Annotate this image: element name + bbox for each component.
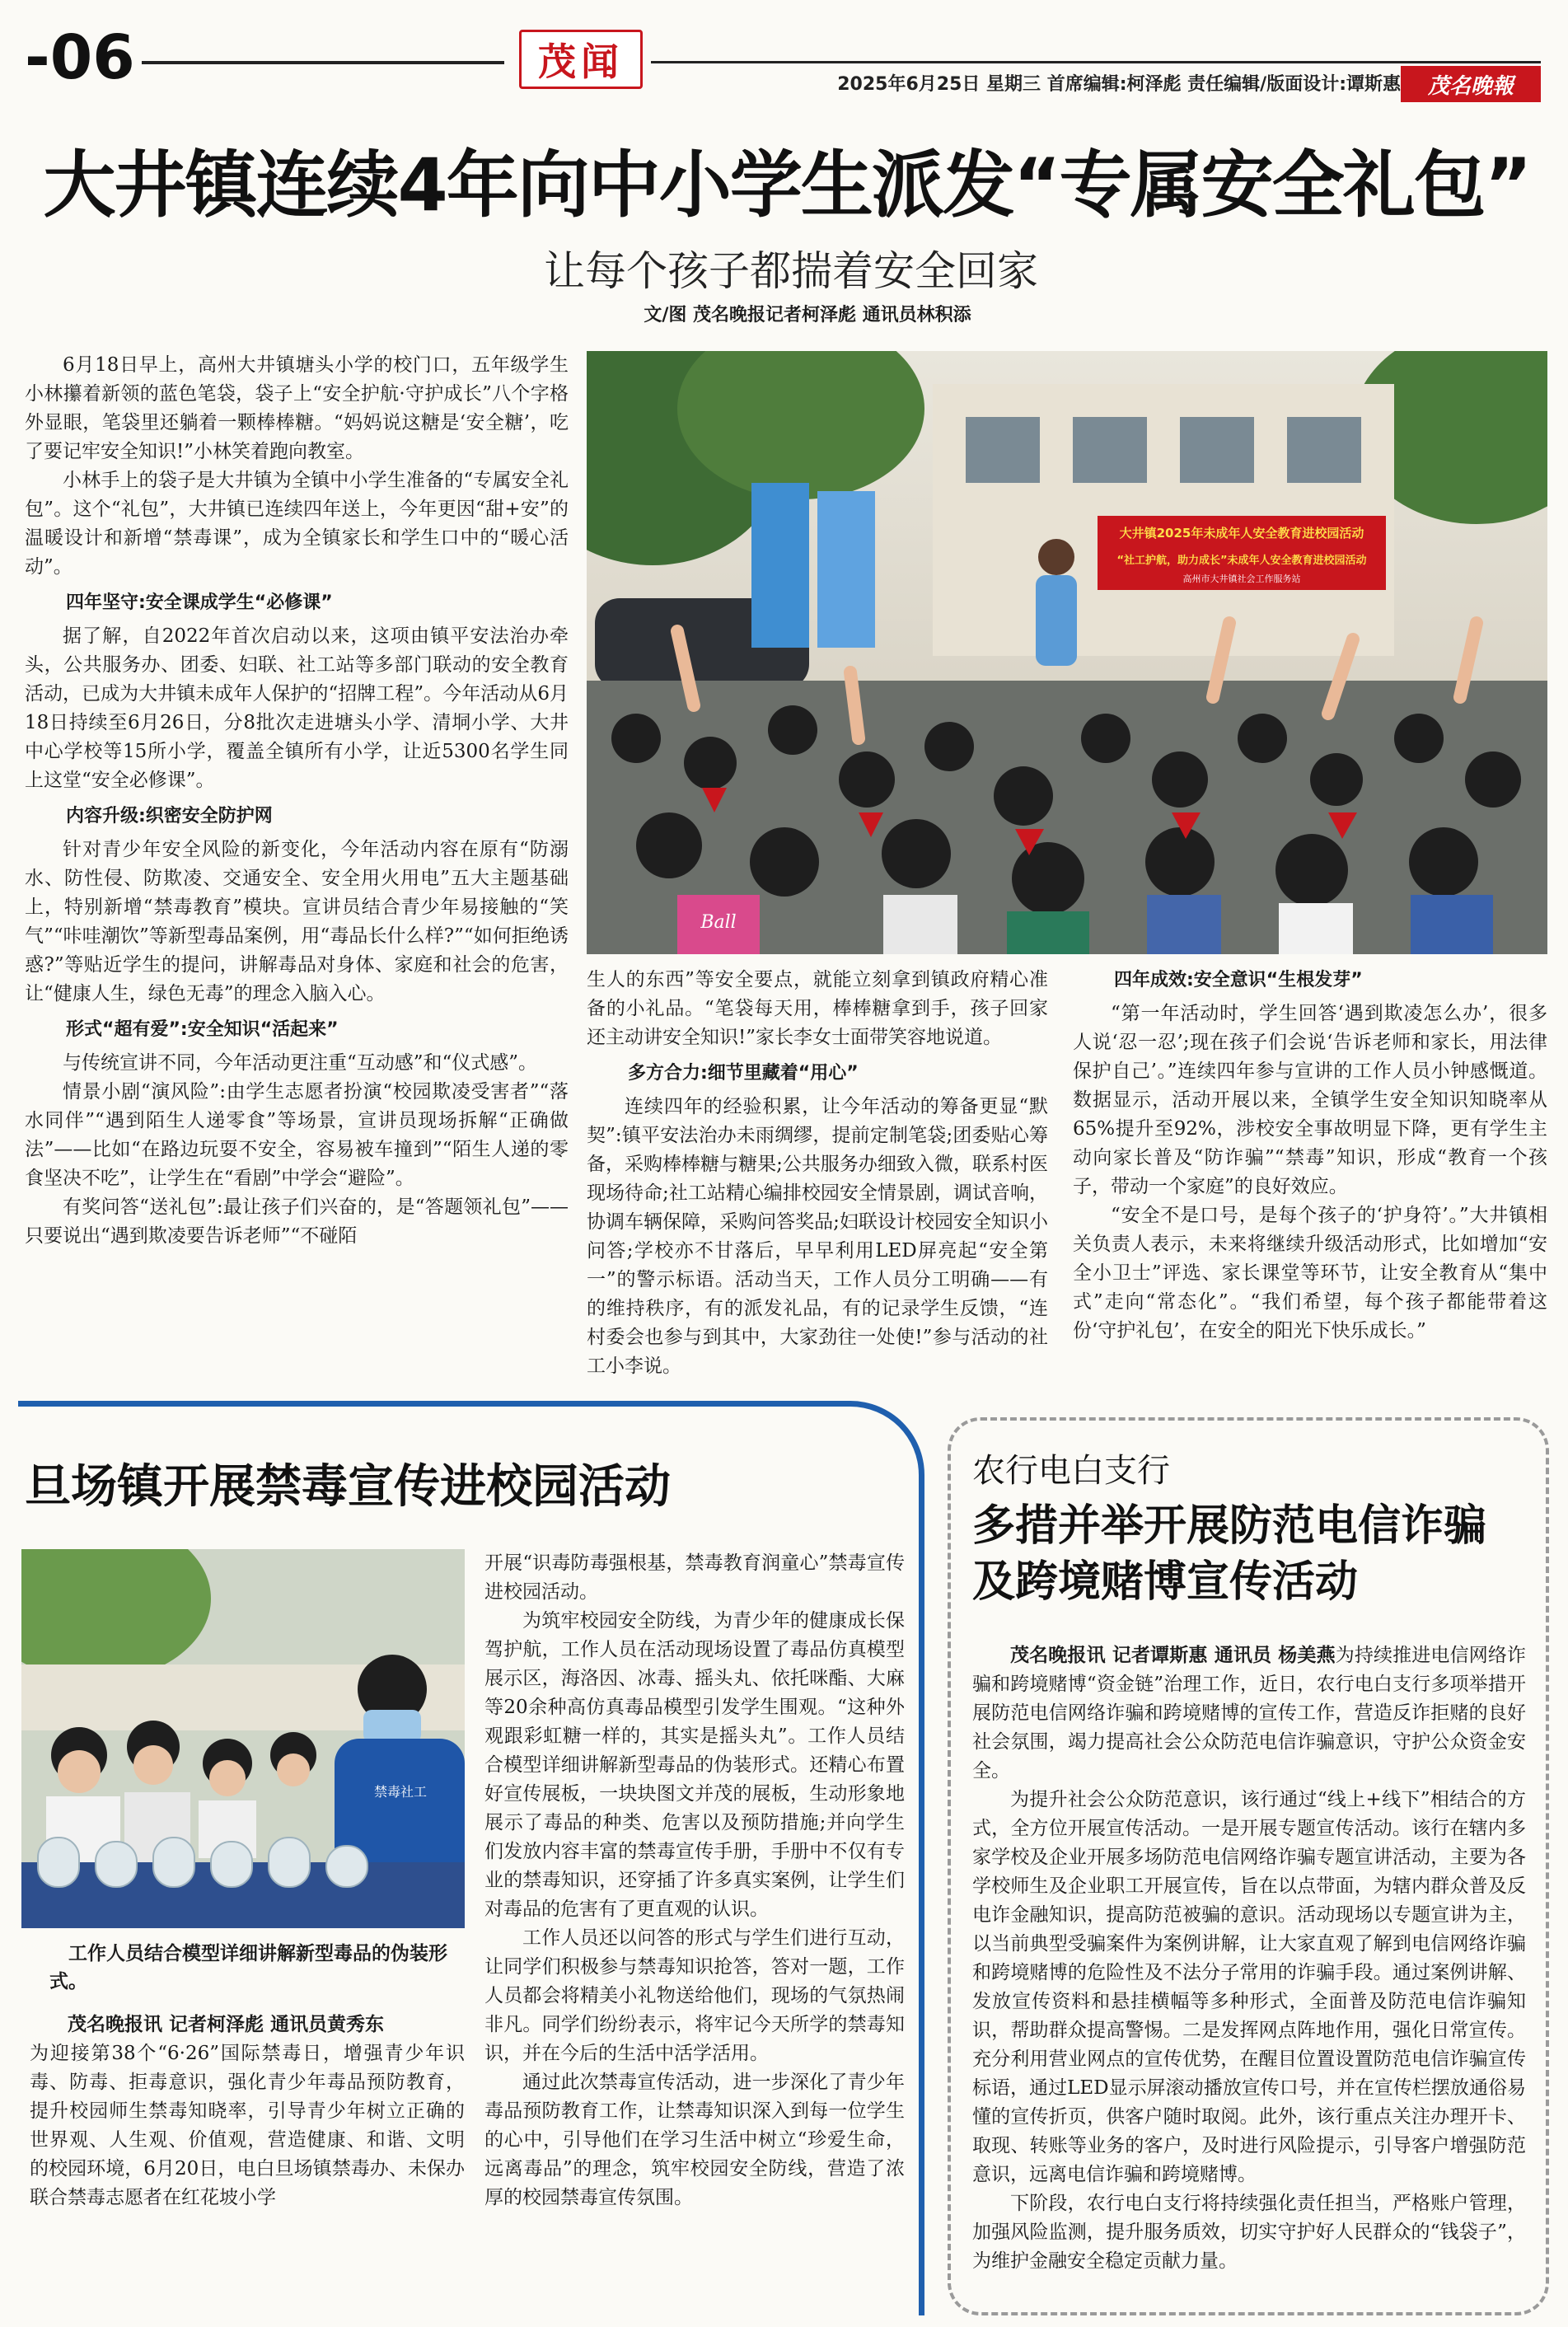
article3-title-line2: 及跨境赌博宣传活动 bbox=[972, 1557, 1359, 1607]
a1-c1-subhead2: 内容升级:织密安全防护网 bbox=[66, 806, 273, 826]
article1-column1 bbox=[25, 351, 569, 1251]
article1-byline: 文/图 茂名晚报记者柯泽彪 通讯员林积添 bbox=[644, 305, 971, 325]
article1-title: 大井镇连续4年向中小学生派发“专属安全礼包” bbox=[43, 143, 1531, 227]
a1-c1-p7: 有奖问答“送礼包”:最让孩子们兴奋的，是“答题领礼包”——只要说出“遇到欺凌要告诉老师”“不碰陌 bbox=[25, 1196, 569, 1247]
article3-body bbox=[972, 1641, 1526, 2276]
header-rule bbox=[142, 61, 504, 64]
article2-title: 旦场镇开展禁毒宣传进校园活动 bbox=[25, 1460, 671, 1514]
article2-byline: 茂名晚报讯 记者柯泽彪 通讯员黄秀东 bbox=[68, 2014, 385, 2035]
a2-p5: 通过此次禁毒宣传活动，进一步深化了青少年毒品预防教育工作，让禁毒知识深入到每一位学生的心中，引导他们在学习生活中树立“珍爱生命，远离毒品”的理念，筑牢校园安全防线，营造了浓厚的校园禁毒宣传氛围。 bbox=[484, 2072, 905, 2208]
a3-p3: 下阶段，农行电白支行将持续强化责任担当，严格账户管理，加强风险监测，提升服务质效，切实守护好人民群众的“钱袋子”，为维护金融安全稳定贡献力量。 bbox=[972, 2193, 1526, 2272]
article1-photo bbox=[587, 351, 1547, 954]
section-title: 茂闻 bbox=[538, 40, 624, 84]
a2-p2: 开展“识毒防毒强根基，禁毒教育润童心”禁毒宣传进校园活动。 bbox=[484, 1552, 905, 1603]
a1-c3-subhead1: 四年成效:安全意识“生根发芽” bbox=[1114, 970, 1363, 990]
a1-c2-p1: 生人的东西”等安全要点，就能立刻拿到镇政府精心准备的小礼品。“笔袋每天用，棒棒糖拿到手，孩子回家还主动讲安全知识!”家长李女士面带笑容地说道。 bbox=[587, 969, 1048, 1048]
header-info: 2025年6月25日 星期三 首席编辑:柯泽彪 责任编辑/版面设计:谭斯惠 bbox=[837, 74, 1401, 95]
banner-line1: 大井镇2025年未成年人安全教育进校园活动 bbox=[1119, 526, 1364, 541]
article3-kicker: 农行电白支行 bbox=[972, 1452, 1170, 1490]
article2-column1 bbox=[30, 2011, 465, 2212]
article1-column2 bbox=[587, 966, 1048, 1381]
a1-c3-p1: “第一年活动时，学生回答‘遇到欺凌怎么办’，很多人说‘忍一忍’;现在孩子们会说‘告诉老师和家长，用法律保护自己’。”连续四年参与宣讲的工作人员小钟感慨道。数据显示，活动开展以来，全镇学生安全知识知晓率从65%提升至92%，涉校安全事故明显下降，更有学生主动向家长普及“防诈骗”“禁毒”知识，形成“教育一个孩子，带动一个家庭”的良好效应。 bbox=[1073, 1003, 1547, 1197]
a1-c2-subhead1: 多方合力:细节里藏着“用心” bbox=[628, 1063, 859, 1084]
shirt-text: Ball bbox=[700, 912, 737, 933]
article1-column3 bbox=[1073, 966, 1547, 1346]
a2-p1: 为迎接第38个“6·26”国际禁毒日，增强青少年识毒、防毒、拒毒意识，强化青少年毒品预防教育，提升校园师生禁毒知晓率，引导青少年树立正确的世界观、人生观、价值观，营造健康、和谐、文明的校园环境，6月20日，电白旦场镇禁毒办、未保办联合禁毒志愿者在红花坡小学 bbox=[30, 2043, 465, 2208]
a1-c1-subhead1: 四年坚守:安全课成学生“必修课” bbox=[66, 592, 333, 613]
article2-caption: 工作人员结合模型详细讲解新型毒品的伪装形式。 bbox=[49, 1943, 447, 1992]
drug-model-photo-illustration bbox=[21, 1549, 465, 1928]
article1-subtitle: 让每个孩子都揣着安全回家 bbox=[544, 247, 1038, 295]
article3-byline: 茂名晚报讯 记者谭斯惠 通讯员 杨美燕 bbox=[1010, 1645, 1336, 1666]
a3-p1 bbox=[972, 1641, 1526, 1786]
a2-byline-p1 bbox=[30, 2011, 465, 2039]
banner-line2: “社工护航，助力成长”未成年人安全教育进校园活动 bbox=[1116, 555, 1367, 567]
a1-c3-p2: “安全不是口号，是每个孩子的‘护身符’。”大井镇相关负责人表示，未来将继续升级活动形式，比如增加“安全小卫士”评选、家长课堂等环节，让安全教育从“集中式”走向“常态化”。“我们希望，每个孩子都能带着这份‘守护礼包’，在安全的阳光下快乐成长。” bbox=[1073, 1205, 1547, 1341]
banner-org: 高州市大井镇社会工作服务站 bbox=[1182, 574, 1301, 584]
a1-c1-subhead3: 形式“超有爱”:安全知识“活起来” bbox=[66, 1019, 339, 1040]
page-number: -06 bbox=[25, 22, 135, 93]
a1-c1-p5: 与传统宣讲不同，今年活动更注重“互动感”和“仪式感”。 bbox=[63, 1052, 538, 1074]
article2-column2 bbox=[484, 1549, 905, 2212]
a1-c2-p2: 连续四年的经验积累，让今年活动的筹备更显“默契”:镇平安法治办未雨绸缪，提前定制笔袋;团委贴心筹备，采购棒棒糖与糖果;公共服务办细致入微，联系村医现场待命;社工站精心编排校园安全情景剧，调试音响，协调车辆保障，采购问答奖品;妇联设计校园安全知识小问答;学校亦不甘落后，早早利用LED屏亮起“安全第一”的警示标语。活动当天，工作人员分工明确——有的维持秩序，有的派发礼品，有的记录学生反馈，“连村委会也参与到其中，大家劲往一处使!”参与活动的社工小李说。 bbox=[587, 1096, 1048, 1377]
a3-p2: 为提升社会公众防范意识，该行通过“线上+线下”相结合的方式，全方位开展宣传活动。一是开展专题宣传活动。该行在辖内多家学校及企业开展多场防范电信网络诈骗专题宣讲活动，主要为各学校师生及企业职工开展宣传，旨在以点带面，为辖内群众普及反电诈金融知识，提高防范被骗的意识。活动现场以专题宣讲为主，以当前典型受骗案件为案例讲解，让大家直观了解到电信网络诈骗和跨境赌博的危险性及不法分子常用的诈骗手段。通过案例讲解、发放宣传资料和悬挂横幅等多种形式，全面普及防范电信诈骗知识，帮助群众提高警惕。二是发挥网点阵地作用，强化日常宣传。充分利用营业网点的宣传优势，在醒目位置设置防范电信诈骗宣传标语，通过LED显示屏滚动播放宣传口号，并在宣传栏摆放通俗易懂的宣传折页，供客户随时取阅。此外，该行重点关注办理开卡、取现、转账等业务的客户，及时进行风险提示，引导客户增强防范意识，远离电信诈骗和跨境赌博。 bbox=[972, 1789, 1526, 2185]
a3-p1-text: 为持续推进电信网络诈骗和跨境赌博“资金链”治理工作，近日，农行电白支行多项举措开展防范电信网络诈骗和跨境赌博的宣传工作，营造反诈拒赌的良好社会氛围，竭力提高社会公众防范电信诈骗意识，守护公众资金安全。 bbox=[972, 1645, 1526, 1782]
masthead-logo bbox=[1401, 66, 1541, 102]
logo-text: 茂名晚報 bbox=[1427, 73, 1514, 99]
a1-c1-p1: 6月18日早上，高州大井镇塘头小学的校门口，五年级学生小林攥着新领的蓝色笔袋，袋子上“安全护航·守护成长”八个字格外显眼，笔袋里还躺着一颗棒棒糖。“妈妈说这糖是‘安全糖’，吃了要记牢安全知识!”小林笑着跑向教室。 bbox=[25, 354, 569, 462]
a2-p4: 工作人员还以问答的形式与学生们进行互动，让同学们积极参与禁毒知识抢答，答对一题，工作人员都会将精美小礼物送给他们，现场的气氛热闹非凡。同学们纷纷表示，将牢记今天所学的禁毒知识，并在今后的生活中活学活用。 bbox=[484, 1927, 905, 2064]
article3-title-line1: 多措并举开展防范电信诈骗 bbox=[972, 1501, 1487, 1551]
section-badge bbox=[519, 30, 643, 89]
article2-photo bbox=[21, 1549, 465, 1928]
students-photo-illustration bbox=[587, 351, 1547, 954]
header-rule-right bbox=[651, 61, 1541, 63]
a1-c1-p3: 据了解，自2022年首次启动以来，这项由镇平安法治办牵头，公共服务办、团委、妇联、社工站等多部门联动的安全教育活动，已成为大井镇未成年人保护的“招牌工程”。今年活动从6月18日持续至6月26日，分8批次走进塘头小学、清垌小学、大井中心学校等15所小学，覆盖全镇所有小学，让近5300名学生同上这堂“安全必修课”。 bbox=[25, 625, 569, 791]
a2-p3: 为筑牢校园安全防线，为青少年的健康成长保驾护航，工作人员在活动现场设置了毒品仿真模型展示区，海洛因、冰毒、摇头丸、依托咪酯、大麻等20余种高仿真毒品模型引发学生围观。“这种外观跟彩虹糖一样的，其实是摇头丸”。工作人员结合模型详细讲解新型毒品的伪装形式。还精心布置好宣传展板，一块块图文并茂的展板，生动形象地展示了毒品的种类、危害以及预防措施;并向学生们发放内容丰富的禁毒宣传手册，手册中不仅有专业的禁毒知识，还穿插了许多真实案例，让学生们对毒品的危害有了更直观的认识。 bbox=[484, 1610, 905, 1920]
a1-c1-p6: 情景小剧“演风险”:由学生志愿者扮演“校园欺凌受害者”“落水同伴”“遇到陌生人递零食”等场景，宣讲员现场拆解“正确做法”——比如“在路边玩耍不安全，容易被车撞到”“陌生人递的零食坚决不吃”，让学生在“看剧”中学会“避险”。 bbox=[25, 1081, 569, 1189]
vest-text: 禁毒社工 bbox=[373, 1784, 428, 1800]
a1-c1-p2: 小林手上的袋子是大井镇为全镇中小学生准备的“专属安全礼包”。这个“礼包”，大井镇已连续四年送上，今年更因“甜+安”的温暖设计和新增“禁毒课”，成为全镇家长和学生口中的“暖心活动”。 bbox=[25, 470, 569, 578]
a1-c1-p4: 针对青少年安全风险的新变化，今年活动内容在原有“防溺水、防性侵、防欺凌、交通安全、安全用火用电”五大主题基础上，特别新增“禁毒教育”模块。宣讲员结合青少年易接触的“笑气”“咔哇潮饮”等新型毒品案例，用“毒品长什么样?”“如何拒绝诱惑?”等贴近学生的提问，讲解毒品对身体、家庭和社会的危害，让“健康人生，绿色无毒”的理念入脑入心。 bbox=[25, 839, 569, 1004]
